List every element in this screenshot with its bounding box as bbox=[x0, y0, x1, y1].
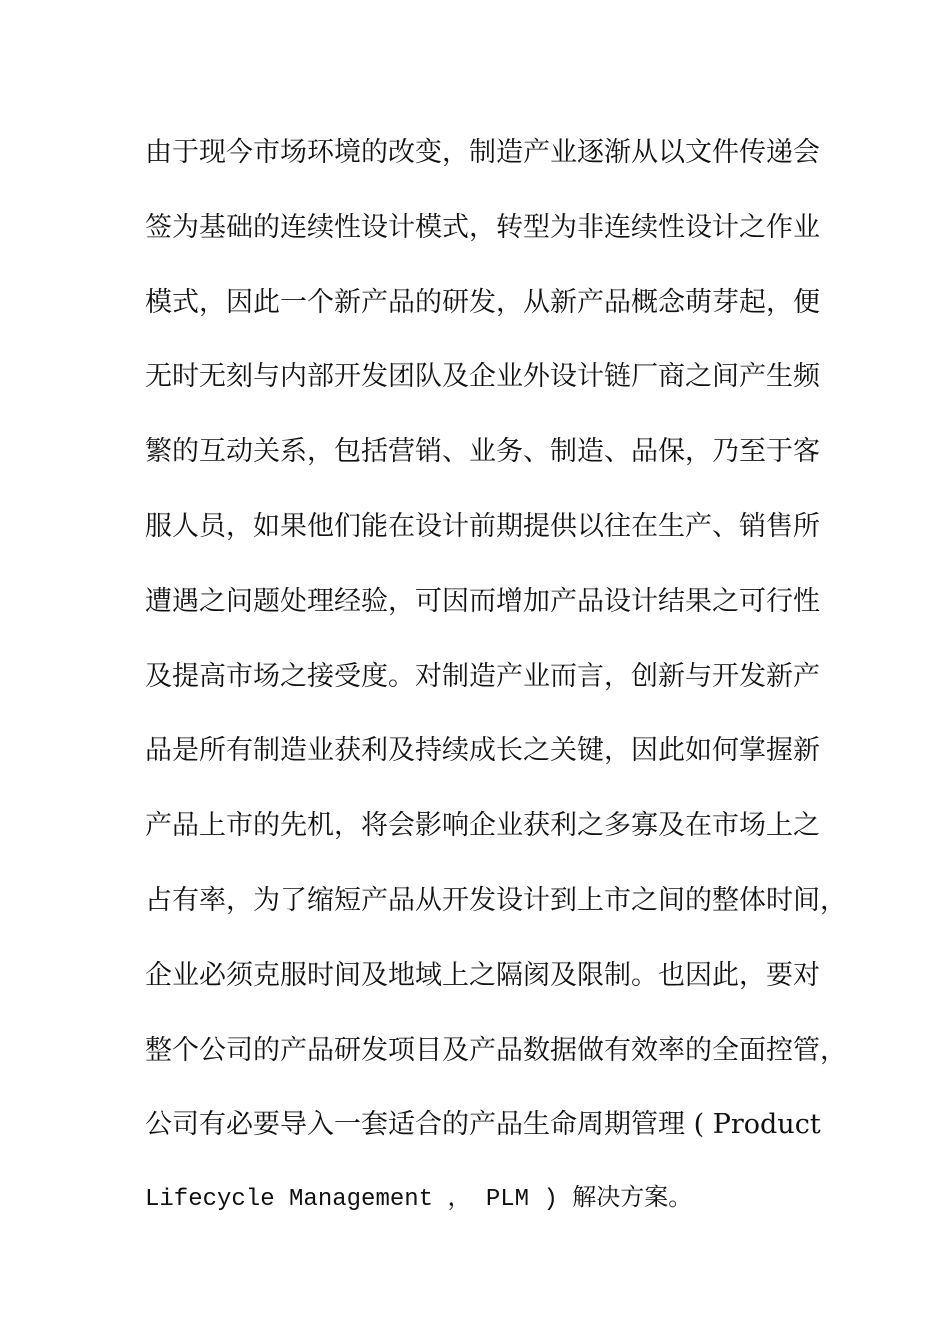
text-line: 模式，因此一个新产品的研发，从新产品概念萌芽起，便 bbox=[145, 286, 820, 318]
text-line: 整个公司的产品研发项目及产品数据做有效率的全面控管， bbox=[145, 1034, 847, 1066]
text-line: 遭遇之问题处理经验，可因而增加产品设计结果之可行性 bbox=[145, 585, 820, 617]
text-line: 服人员，如果他们能在设计前期提供以往在生产、销售所 bbox=[145, 510, 820, 542]
text-line: 签为基础的连续性设计模式，转型为非连续性设计之作业 bbox=[145, 211, 820, 243]
text-line: 繁的互动关系，包括营销、业务、制造、品保，乃至于客 bbox=[145, 436, 820, 468]
body-paragraph bbox=[145, 133, 845, 1255]
text-line: 企业必须克服时间及地域上之隔阂及限制。也因此，要对 bbox=[145, 959, 820, 991]
text-line: 及提高市场之接受度。对制造产业而言，创新与开发新产 bbox=[145, 660, 820, 692]
text-line: 无时无刻与内部开发团队及企业外设计链厂商之间产生频 bbox=[145, 361, 820, 393]
text-line: 产品上市的先机，将会影响企业获利之多寡及在市场上之 bbox=[145, 810, 820, 842]
text-line: 由于现今市场环境的改变，制造产业逐渐从以文件传递会 bbox=[145, 137, 820, 168]
text-line: 公司有必要导入一套适合的产品生命周期管理 ( Product bbox=[145, 1109, 821, 1141]
text-line: Lifecycle Management ， PLM ) 解决方案。 bbox=[145, 1186, 693, 1214]
text-line: 占有率，为了缩短产品从开发设计到上市之间的整体时间， bbox=[145, 884, 847, 916]
text-line: 品是所有制造业获利及持续成长之关键，因此如何掌握新 bbox=[145, 735, 820, 767]
